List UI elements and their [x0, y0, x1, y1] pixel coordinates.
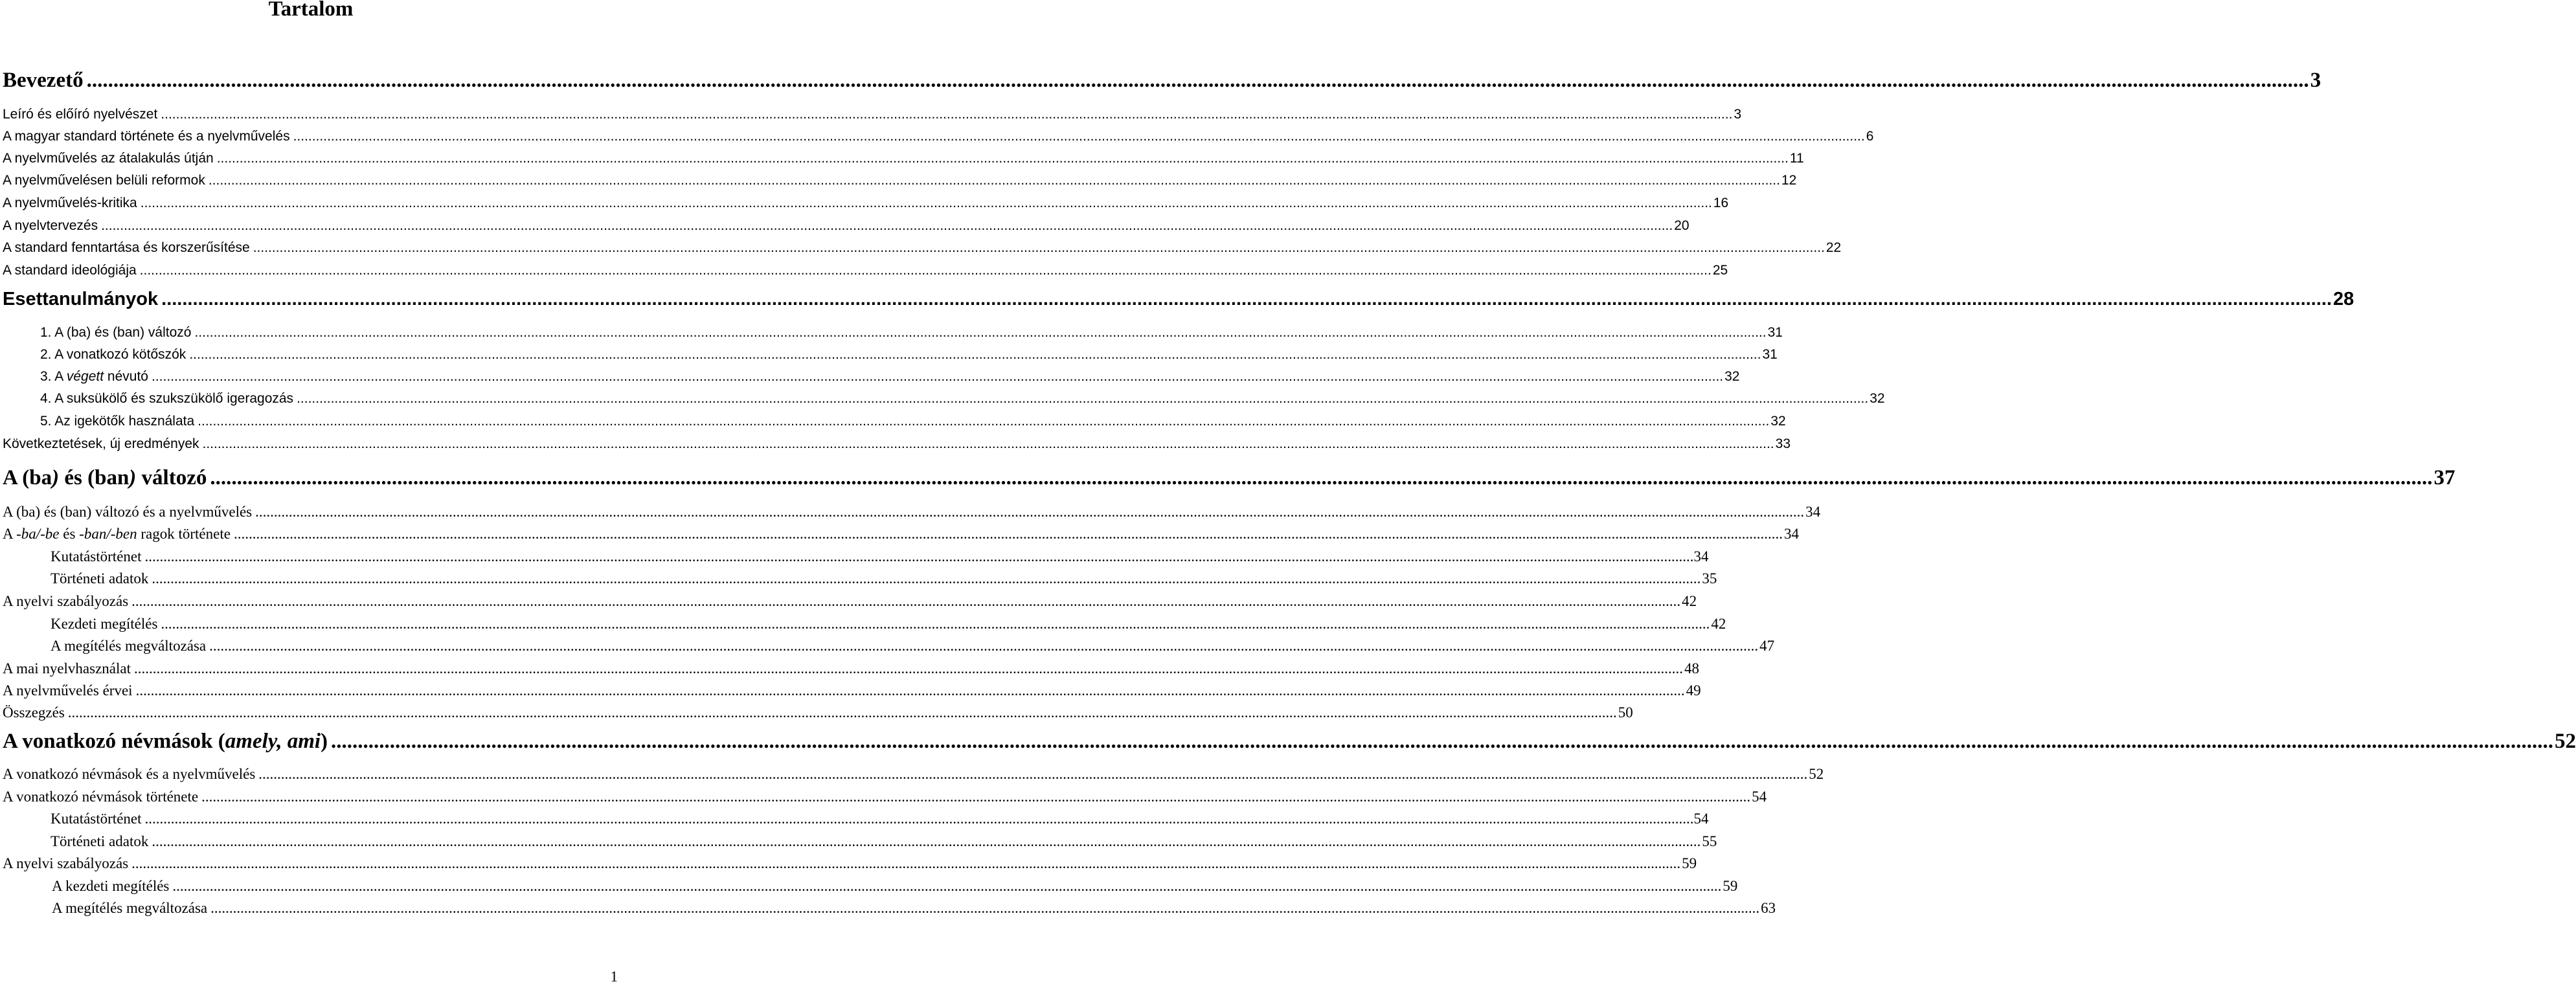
- toc-page-number: 34: [1805, 504, 1821, 520]
- toc-page-number: 59: [1723, 878, 1738, 894]
- toc-entry-label-part: A nyelvi szabályozás: [3, 855, 129, 871]
- dot-leader: ................................................................................................................................................................................................................................................................................................................................................................................................................................: [208, 173, 1780, 188]
- toc-entry-label-part: végett: [66, 369, 104, 384]
- toc-entry-label-part: Történeti adatok: [51, 570, 149, 587]
- toc-entry-label-part: 4. A suksükölő és szukszükölő igeragozás: [40, 391, 294, 406]
- dot-leader: ................................................................................................................................................................................................................................................................................................................................................................................................................................: [161, 616, 1710, 632]
- toc-entry-ragok-tortenete[interactable]: [3, 526, 1799, 543]
- toc-entry-nyelvi-szabalyozas-2[interactable]: [3, 855, 1697, 872]
- toc-entry-label: [51, 616, 157, 633]
- toc-entry-torteneti-adatok-2[interactable]: [51, 833, 1717, 850]
- toc-entry-label: [51, 570, 148, 587]
- page-number: 1: [610, 969, 618, 985]
- toc-entry-nyelvi-szabalyozas-1[interactable]: [3, 593, 1697, 610]
- toc-entry-label: [3, 682, 133, 699]
- toc-entry-label-part: ragok története: [137, 526, 231, 542]
- toc-entry-label: [3, 263, 137, 278]
- dot-leader: ................................................................................................................................................................................................................................................................................................................................................................................................................................: [253, 240, 1825, 255]
- toc-page-number: 55: [1702, 833, 1717, 849]
- toc-entry-label: [3, 466, 207, 489]
- toc-entry-label-part: A vonatkozó névmások (: [3, 730, 225, 753]
- toc-entry-nyelvmuveles-atalakulas[interactable]: [3, 151, 1804, 166]
- toc-entry-ba-ban-valtozo[interactable]: [3, 466, 2456, 489]
- toc-entry-label: [52, 878, 169, 895]
- toc-entry-label-part: Történeti adatok: [51, 833, 149, 849]
- toc-page-number: 32: [1724, 369, 1740, 384]
- toc-entry-case-1[interactable]: [40, 325, 1783, 341]
- toc-page-number: 11: [1789, 151, 1804, 166]
- toc-entry-label-part: A magyar standard története és a nyelvművelés: [3, 129, 290, 144]
- toc-entry-label-part: A (ba) és (ban) változó és a nyelvművelés: [3, 504, 253, 520]
- dot-leader: ................................................................................................................................................................................................................................................................................................................................................................................................................................: [331, 730, 2554, 753]
- toc-entry-magyar-standard-tortenete[interactable]: [3, 129, 1874, 144]
- toc-entry-label-part: -ba/-be: [16, 526, 60, 542]
- toc-entry-label-part: A: [3, 526, 17, 542]
- toc-page-number: 49: [1686, 682, 1701, 699]
- toc-page-number: 63: [1761, 900, 1776, 916]
- toc-entry-kutatastortenet-2[interactable]: [51, 811, 1709, 827]
- toc-entry-nyelvmuveles-kritika[interactable]: [3, 196, 1729, 211]
- toc-entry-label: [3, 504, 252, 521]
- dot-leader: ................................................................................................................................................................................................................................................................................................................................................................................................................................: [233, 526, 1783, 542]
- toc-entry-leiro-es-eloiro-nyelveszet[interactable]: [3, 107, 1742, 122]
- toc-entry-label-part: 2. A vonatkozó kötőszók: [40, 347, 186, 362]
- toc-page-number: 31: [1762, 347, 1778, 362]
- dot-leader: ................................................................................................................................................................................................................................................................................................................................................................................................................................: [202, 436, 1774, 451]
- toc-entry-label: [51, 833, 148, 850]
- dot-leader: ................................................................................................................................................................................................................................................................................................................................................................................................................................: [209, 638, 1759, 654]
- toc-entry-kovetkeztetesek[interactable]: [3, 436, 1791, 452]
- toc-entry-label-part: Kutatástörténet: [51, 548, 142, 565]
- toc-entry-case-2[interactable]: [40, 347, 1778, 363]
- toc-entry-label: [3, 240, 250, 256]
- toc-entry-label: [3, 196, 137, 211]
- toc-entry-label-part: ): [52, 466, 60, 489]
- toc-entry-label-part: A vonatkozó névmások története: [3, 789, 199, 805]
- dot-leader: ................................................................................................................................................................................................................................................................................................................................................................................................................................: [134, 660, 1683, 677]
- toc-entry-label-part: névutó: [104, 369, 148, 384]
- toc-entry-label-part: 3. A: [40, 369, 67, 384]
- toc-entry-bevezeto[interactable]: [3, 69, 2322, 92]
- toc-entry-label-part: és (ban: [59, 466, 130, 489]
- toc-entry-megiteles-megvaltozasa-1[interactable]: [51, 638, 1775, 655]
- toc-entry-label-part: A nyelvművelés-kritika: [3, 196, 137, 210]
- toc-entry-label-part: A megítélés megváltozása: [51, 638, 207, 654]
- toc-page-number: 52: [2555, 730, 2576, 753]
- toc-entry-label-part: Kutatástörténet: [51, 811, 142, 827]
- toc-entry-nevmasok-nyelvmuveles[interactable]: [3, 766, 1824, 783]
- dot-leader: ................................................................................................................................................................................................................................................................................................................................................................................................................................: [293, 129, 1865, 144]
- toc-page-number: 42: [1711, 616, 1726, 632]
- toc-entry-esettanulmanyok[interactable]: [3, 288, 2355, 310]
- toc-entry-label-part: amely, ami: [225, 730, 321, 753]
- dot-leader: ................................................................................................................................................................................................................................................................................................................................................................................................................................: [86, 69, 2309, 92]
- dot-leader: ................................................................................................................................................................................................................................................................................................................................................................................................................................: [258, 766, 1808, 782]
- toc-page-number: 48: [1684, 660, 1699, 677]
- toc-page-number: 3: [1734, 107, 1742, 122]
- toc-entry-nyelvmuveles-ervei[interactable]: [3, 682, 1701, 699]
- toc-page-number: 22: [1825, 240, 1842, 255]
- toc-entry-nyelvtervezes[interactable]: [3, 218, 1689, 234]
- toc-entry-label: [3, 218, 98, 234]
- toc-entry-ba-ban-nyelvmuveles[interactable]: [3, 504, 1821, 521]
- toc-entry-kutatastortenet-1[interactable]: [51, 548, 1709, 565]
- dot-leader: ................................................................................................................................................................................................................................................................................................................................................................................................................................: [101, 218, 1673, 233]
- toc-page-number: 42: [1682, 593, 1697, 609]
- toc-entry-label-part: A vonatkozó névmások és a nyelvművelés: [3, 766, 256, 782]
- toc-entry-label-part: változó: [136, 466, 207, 489]
- dot-leader: ................................................................................................................................................................................................................................................................................................................................................................................................................................: [131, 855, 1681, 871]
- dot-leader: ................................................................................................................................................................................................................................................................................................................................................................................................................................: [135, 682, 1685, 699]
- toc-entry-label-part: Bevezető: [3, 69, 84, 92]
- toc-page-number: 3: [2310, 69, 2322, 92]
- toc-entry-label: [51, 548, 142, 565]
- dot-leader: ................................................................................................................................................................................................................................................................................................................................................................................................................................: [140, 196, 1712, 210]
- dot-leader: ................................................................................................................................................................................................................................................................................................................................................................................................................................: [144, 548, 1694, 565]
- toc-page-number: 32: [1870, 391, 1885, 406]
- toc-entry-label-part: Kezdeti megítélés: [51, 616, 158, 632]
- toc-entry-label: [3, 288, 158, 310]
- toc-entry-label: [40, 325, 191, 341]
- toc-page-number: 47: [1759, 638, 1775, 654]
- toc-entry-label: [40, 369, 148, 385]
- toc-entry-label-part: A kezdeti megítélés: [52, 878, 170, 894]
- dot-leader: ................................................................................................................................................................................................................................................................................................................................................................................................................................: [297, 391, 1869, 406]
- dot-leader: ................................................................................................................................................................................................................................................................................................................................................................................................................................: [161, 107, 1733, 122]
- toc-page-number: 50: [1618, 704, 1633, 721]
- toc-entry-a-kezdeti-megiteles[interactable]: [52, 878, 1738, 895]
- toc-entry-case-4[interactable]: [40, 391, 1885, 407]
- toc-entry-label: [40, 414, 194, 429]
- toc-entry-label-part: A standard fenntartása és korszerűsítése: [3, 240, 250, 255]
- toc-entry-label-part: 5. Az igekötők használata: [40, 414, 195, 429]
- toc-entry-mai-nyelvhasznalat[interactable]: [3, 660, 1699, 677]
- toc-entry-label-part: A nyelvművelés az átalakulás útján: [3, 151, 214, 166]
- toc-page-number: 20: [1674, 218, 1689, 233]
- toc-page-number: 54: [1693, 811, 1709, 827]
- toc-page-number: 12: [1781, 173, 1797, 188]
- dot-leader: ................................................................................................................................................................................................................................................................................................................................................................................................................................: [144, 811, 1694, 827]
- toc-entry-vonatkozo-nevmasok[interactable]: [3, 730, 2576, 753]
- dot-leader: ................................................................................................................................................................................................................................................................................................................................................................................................................................: [172, 878, 1722, 894]
- toc-page-number: 33: [1775, 436, 1791, 451]
- toc-entry-label-part: Esettanulmányok: [3, 289, 159, 309]
- toc-entry-label-part: Következtetések, új eredmények: [3, 436, 199, 451]
- toc-entry-label: [51, 811, 142, 827]
- toc-entry-label: [3, 855, 128, 872]
- toc-page-number: 52: [1809, 766, 1824, 782]
- dot-leader: ................................................................................................................................................................................................................................................................................................................................................................................................................................: [210, 466, 2433, 489]
- toc-entry-label: [3, 129, 290, 144]
- toc-entry-label-part: A nyelvtervezés: [3, 218, 98, 233]
- toc-entry-label: [3, 766, 255, 783]
- toc-entry-label: [52, 900, 207, 917]
- toc-entry-label-part: Összegzés: [3, 704, 65, 721]
- toc-page-number: 54: [1752, 789, 1767, 805]
- toc-entry-case-3[interactable]: [40, 369, 1740, 385]
- dot-leader: ................................................................................................................................................................................................................................................................................................................................................................................................................................: [201, 789, 1751, 805]
- dot-leader: ................................................................................................................................................................................................................................................................................................................................................................................................................................: [131, 593, 1681, 609]
- toc-entry-label-part: A standard ideológiája: [3, 263, 137, 278]
- dot-leader: ................................................................................................................................................................................................................................................................................................................................................................................................................................: [139, 263, 1712, 278]
- dot-leader: ................................................................................................................................................................................................................................................................................................................................................................................................................................: [151, 369, 1724, 384]
- dot-leader: ................................................................................................................................................................................................................................................................................................................................................................................................................................: [152, 833, 1701, 849]
- toc-entry-label: [3, 107, 157, 122]
- toc-entry-label-part: ): [129, 466, 137, 489]
- toc-page-number: 34: [1693, 548, 1709, 565]
- toc-page-number: 25: [1712, 263, 1728, 278]
- toc-entry-label: [3, 69, 84, 92]
- toc-entry-label: [40, 347, 186, 363]
- toc-entry-label: [3, 526, 231, 543]
- toc-entry-label: [51, 638, 206, 655]
- toc-page-number: 35: [1702, 570, 1717, 587]
- toc-entry-label-part: Leíró és előíró nyelvészet: [3, 107, 158, 122]
- toc-page-number: 31: [1767, 325, 1783, 340]
- toc-entry-label-part: A nyelvművelésen belüli reformok: [3, 173, 205, 188]
- toc-entry-label-part: A nyelvművelés érvei: [3, 682, 133, 699]
- toc-entry-label: [3, 704, 65, 721]
- dot-leader: ................................................................................................................................................................................................................................................................................................................................................................................................................................: [198, 414, 1770, 429]
- toc-entry-torteneti-adatok-1[interactable]: [51, 570, 1717, 587]
- toc-entry-standard-fenntartasa[interactable]: [3, 240, 1842, 256]
- toc-page-number: 6: [1866, 129, 1874, 144]
- toc-entry-label: [3, 593, 128, 610]
- toc-entry-nyelvmuvelesen-beluli-reformok[interactable]: [3, 173, 1797, 188]
- toc-entry-label: [3, 151, 214, 166]
- dot-leader: ................................................................................................................................................................................................................................................................................................................................................................................................................................: [189, 347, 1761, 362]
- toc-entry-label: [3, 789, 198, 805]
- toc-entry-label-part: A mai nyelvhasználat: [3, 660, 131, 677]
- toc-entry-label-part: ): [321, 730, 328, 753]
- toc-entry-label: [3, 730, 328, 753]
- toc-page-number: 28: [2333, 289, 2355, 309]
- toc-entry-label-part: A megítélés megváltozása: [52, 900, 208, 916]
- toc-entry-standard-ideologiaja[interactable]: [3, 263, 1728, 278]
- toc-page-number: 32: [1770, 414, 1786, 429]
- dot-leader: ................................................................................................................................................................................................................................................................................................................................................................................................................................: [194, 325, 1767, 340]
- toc-entry-label-part: A nyelvi szabályozás: [3, 593, 129, 609]
- page-title: Tartalom: [268, 0, 354, 21]
- dot-leader: ................................................................................................................................................................................................................................................................................................................................................................................................................................: [161, 289, 2332, 309]
- dot-leader: ................................................................................................................................................................................................................................................................................................................................................................................................................................: [255, 504, 1805, 520]
- toc-page-number: 37: [2434, 466, 2456, 489]
- toc-page-number: 16: [1713, 196, 1729, 210]
- toc-entry-label-part: és: [59, 526, 80, 542]
- toc-entry-osszegzes[interactable]: [3, 704, 1633, 721]
- toc-entry-label: [3, 173, 205, 188]
- toc-entry-label-part: -ban/-ben: [79, 526, 137, 542]
- toc-page-number: 59: [1682, 855, 1697, 871]
- dot-leader: ................................................................................................................................................................................................................................................................................................................................................................................................................................: [67, 704, 1617, 721]
- toc-entry-label: [3, 436, 199, 452]
- toc-entry-label-part: 1. A (ba) és (ban) változó: [40, 325, 192, 340]
- dot-leader: ................................................................................................................................................................................................................................................................................................................................................................................................................................: [210, 900, 1760, 916]
- toc-entry-case-5[interactable]: [40, 414, 1786, 429]
- toc-entry-label: [3, 660, 131, 677]
- toc-entry-nevmasok-tortenete[interactable]: [3, 789, 1767, 805]
- toc-page-number: 34: [1783, 526, 1799, 542]
- dot-leader: ................................................................................................................................................................................................................................................................................................................................................................................................................................: [216, 151, 1789, 166]
- toc-entry-label: [40, 391, 293, 407]
- toc-entry-label-part: A (ba: [3, 466, 52, 489]
- dot-leader: ................................................................................................................................................................................................................................................................................................................................................................................................................................: [152, 570, 1701, 587]
- toc-entry-megiteles-megvaltozasa-2[interactable]: [52, 900, 1776, 917]
- toc-entry-kezdeti-megiteles[interactable]: [51, 616, 1726, 633]
